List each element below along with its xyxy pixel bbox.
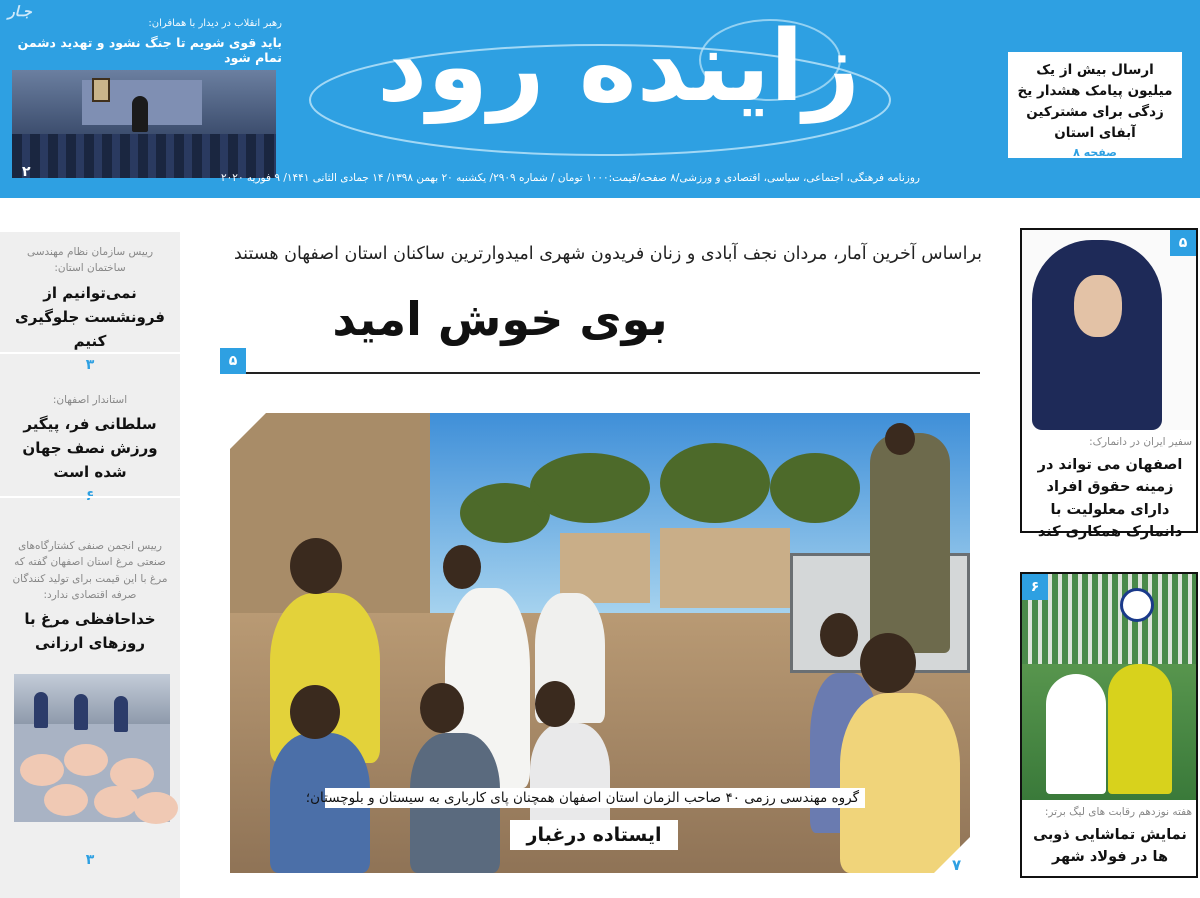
logo-title: زاینده رود — [376, 10, 860, 124]
right-story-title: نمایش تماشایی ذوبی ها در فولاد شهر — [1033, 827, 1187, 866]
main-headline[interactable]: بوی خوش امید — [332, 292, 668, 346]
right-story-title: اصفهان می تواند در زمینه حقوق افراد دارای معلولیت با دانمارک همکاری کند — [1037, 457, 1183, 541]
top-left-page-number: ۲ — [22, 164, 31, 180]
left-story-kicker: رییس سازمان نظام مهندسی ساختمان استان: — [26, 246, 154, 275]
top-right-page-ref: صفحه ۸ — [1073, 145, 1117, 159]
left-story-page: ۳ — [85, 356, 95, 373]
dateline: روزنامه فرهنگی، اجتماعی، سیاسی، اقتصادی و ورزشی/۸ صفحه/قیمت:۱۰۰۰ تومان / شماره ۲۹۰۹/ یکشنبه ۲۰ بهمن ۱۳۹۸/ ۱۴ جمادی الثانی ۱۴۴۱/ ۹ فوریه ۲۰۲۰ — [221, 172, 920, 184]
soccer-ball-icon — [1120, 588, 1154, 622]
left-story-3-page-wrap — [0, 852, 180, 868]
photo-caption-title[interactable]: ایستاده درغبار — [510, 820, 678, 850]
top-left-story[interactable] — [8, 18, 284, 186]
headline-rule — [246, 372, 980, 374]
right-story-page-badge: ۵ — [1170, 230, 1196, 256]
top-left-kicker: رهبر انقلاب در دیدار با همافران: — [148, 18, 282, 29]
left-story-title: سلطانی فر، پیگیر ورزش نصف جهان شده است — [22, 415, 158, 482]
right-story-1[interactable] — [1020, 228, 1198, 541]
chicken-photo — [14, 674, 170, 822]
masthead — [0, 0, 1200, 198]
photo-caption-kicker: گروه مهندسی رزمی ۴۰ صاحب الزمان استان اصفهان همچنان پای کارباری به سیستان و بلوچستان؛ — [325, 788, 865, 808]
headline-page-badge: ۵ — [220, 348, 246, 374]
photo-page-number: ۷ — [952, 856, 962, 874]
left-story-title: نمی‌توانیم از فرونشست جلوگیری کنیم — [15, 283, 165, 350]
main-kicker: براساس آخرین آمار، مردان نجف آبادی و زنان فریدون شهری امیدوارترین ساکنان استان اصفهان هستند — [234, 244, 982, 264]
newspaper-logo — [300, 0, 880, 160]
football-photo — [1022, 574, 1196, 800]
watermark-logo: جـار — [8, 4, 32, 20]
left-story-3[interactable] — [0, 538, 180, 655]
left-story-kicker: استاندار اصفهان: — [52, 394, 128, 406]
left-story-2[interactable] — [0, 392, 180, 504]
left-story-kicker: رییس انجمن صنفی کشتارگاه‌های صنعتی مرغ استان اصفهان گفته که مرغ با این قیمت برای تولید کنندگان صرفه اقتصادی ندارد: — [12, 540, 168, 601]
top-left-photo — [12, 70, 276, 178]
left-story-title: خداحافظی مرغ با روزهای ارزانی — [24, 610, 156, 653]
top-right-story[interactable] — [1008, 52, 1182, 158]
top-left-title: باید قوی شویم تا جنگ نشود و تهدید دشمن تمام شود — [17, 35, 282, 65]
top-right-title: ارسال بیش از یک میلیون پیامک هشدار یخ زدگی برای مشترکین آبفای استان — [1017, 62, 1173, 141]
divider — [0, 496, 180, 498]
left-story-page: ۳ — [85, 852, 95, 868]
right-story-kicker: سفیر ایران در دانمارک: — [1089, 436, 1192, 448]
right-story-2[interactable] — [1020, 572, 1198, 878]
right-story-page-badge: ۶ — [1022, 574, 1048, 600]
photo-corner-fold — [230, 413, 266, 449]
divider — [0, 352, 180, 354]
right-story-kicker: هفته نوزدهم رقابت های لیگ برتر: — [1044, 806, 1192, 818]
ambassador-photo — [1022, 230, 1196, 430]
